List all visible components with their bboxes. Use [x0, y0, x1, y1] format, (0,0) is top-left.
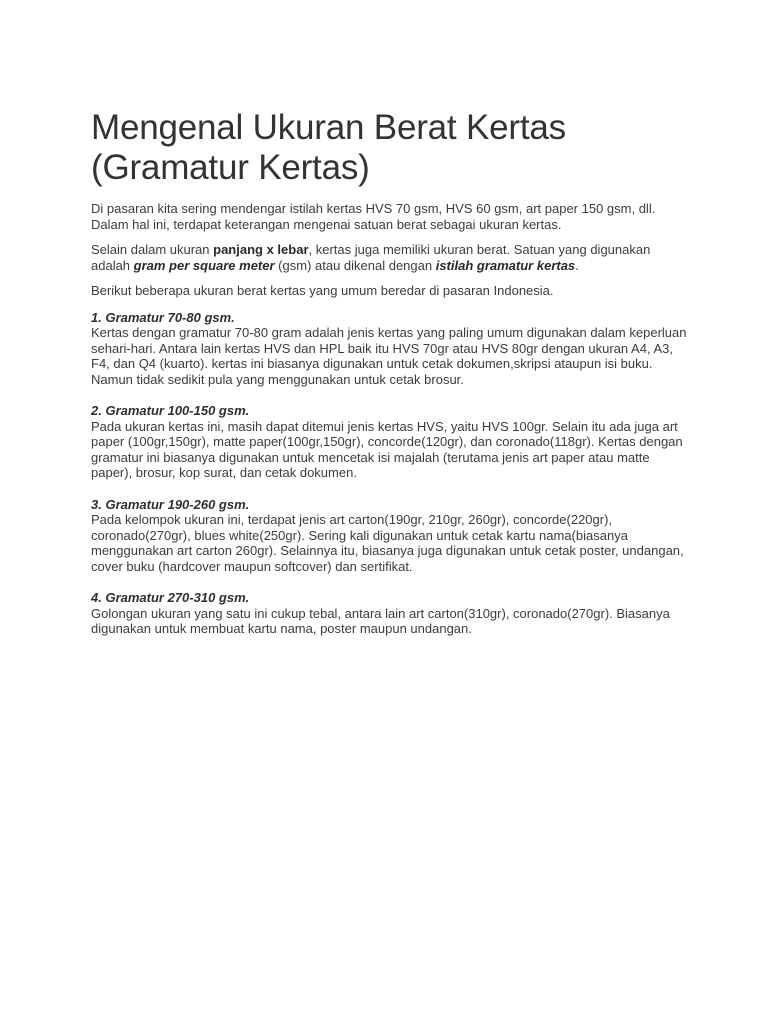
section-body: Kertas dengan gramatur 70-80 gram adalah jenis kertas yang paling umum digunakan dalam keperluan sehari-hari. Antara lain kertas HVS dan HPL baik itu HVS 70gr atau HVS 80gr dengan ukuran A4, A3, F4, dan Q4 (kuarto). kertas ini biasanya digunakan untuk cetak dokumen,skripsi ataupun isi buku. Namun tidak sedikit pula yang menggunakan untuk cetak brosur. [91, 325, 687, 387]
document-title [91, 108, 691, 188]
section-heading: 3. Gramatur 190-260 gsm. [91, 496, 250, 512]
section-heading: 4. Gramatur 270-310 gsm. [91, 590, 250, 605]
list-intro-paragraph: Berikut beberapa ukuran berat kertas yang umum beredar di pasaran Indonesia. [91, 283, 554, 298]
section-body: Pada kelompok ukuran ini, terdapat jenis art carton(190gr, 210gr, 260gr), concorde(220gr), coronado(270gr), blues white(250gr). Sering kali digunakan untuk cetak kartu nama(biasanya menggunakan art carton 260gr). Selainnya itu, biasanya juga digunakan untuk cetak poster, undangan, cover buku (hardcover maupun softcover) dan sertifikat. [91, 512, 684, 574]
units-text-1: Selain dalam ukuran [91, 242, 214, 257]
section-heading: 2. Gramatur 100-150 gsm. [91, 403, 250, 418]
units-bold-gramatur: istilah gramatur kertas [435, 257, 576, 273]
units-text-4: . [575, 257, 579, 273]
title-line-1: Mengenal Ukuran Berat Kertas [91, 108, 566, 147]
intro-paragraph: Di pasaran kita sering mendengar istilah kertas HVS 70 gsm, HVS 60 gsm, art paper 150 gsm, dll. Dalam hal ini, terdapat keterangan mengenai satuan berat sebagai ukuran kertas. [91, 201, 656, 232]
units-bold-dimensions: panjang x lebar [213, 242, 309, 257]
section-heading: 1. Gramatur 70-80 gsm. [91, 309, 235, 325]
title-line-2: (Gramatur Kertas) [91, 148, 370, 187]
units-bold-gsm: gram per square meter [133, 257, 275, 273]
units-text-2: , kertas juga memiliki ukuran berat. Satuan yang digunakan adalah [91, 242, 651, 273]
document-page [91, 108, 691, 637]
section-gramatur-270-310 [91, 590, 691, 637]
units-text-3: (gsm) atau dikenal dengan [274, 257, 436, 273]
section-body: Pada ukuran kertas ini, masih dapat ditemui jenis kertas HVS, yaitu HVS 100gr. Selain itu ada juga art paper (100gr,150gr), matte paper(100gr,150gr), concorde(120gr), dan coronado(118gr). Kertas dengan gramatur ini biasanya digunakan untuk mencetak isi majalah (terutama jenis art paper atau matte paper), brosur, kop surat, dan cetak dokumen. [91, 418, 683, 480]
units-paragraph [91, 242, 691, 273]
section-gramatur-70-80 [91, 310, 691, 388]
section-gramatur-100-150 [91, 403, 691, 481]
section-gramatur-190-260 [91, 497, 691, 575]
section-body: Golongan ukuran yang satu ini cukup tebal, antara lain art carton(310gr), coronado(270gr). Biasanya digunakan untuk membuat kartu nama, poster maupun undangan. [91, 605, 670, 636]
